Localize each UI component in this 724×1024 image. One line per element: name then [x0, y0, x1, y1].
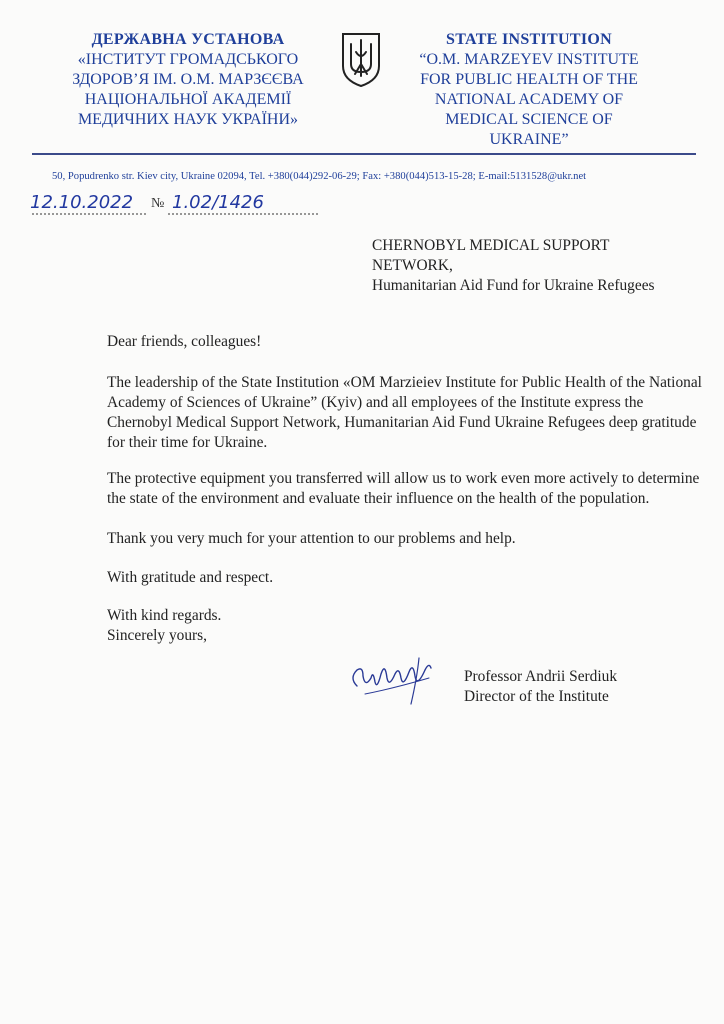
reference-line: [30, 192, 330, 218]
institution-name-en-4: MEDICAL SCIENCE OF: [445, 111, 613, 128]
recipient-block: [372, 236, 702, 296]
paragraph-1: The leadership of the State Institution «OM Marzieiev Institute for Public Health of the National Academy of Sciences of Ukraine” (Kyiv) and all employees of the Institute express the Chernobyl Medical Support Network, Humanitarian Aid Fund Ukraine Refugees deep gratitude for their time for Ukraine.: [107, 374, 702, 451]
trident-icon: [339, 30, 383, 88]
institution-name-ua-4: МЕДИЧНИХ НАУК УКРАЇНИ»: [77, 111, 299, 128]
institution-name-en-1: “O.M. MARZEYEV INSTITUTE: [419, 51, 639, 68]
regards-line: With kind regards.: [107, 607, 222, 624]
recipient-line-2: NETWORK,: [372, 257, 453, 274]
signature-icon: [345, 648, 445, 708]
institution-name-en-3: NATIONAL ACADEMY OF: [434, 91, 624, 108]
institution-name-ua-1: «ІНСТИТУТ ГРОМАДСЬКОГО: [77, 51, 299, 68]
header-divider: [32, 153, 696, 155]
ref-number-label: №: [151, 196, 165, 211]
institution-name-en-2: FOR PUBLIC HEALTH OF THE: [420, 71, 638, 88]
institution-name-ua-2: ЗДОРОВ’Я ІМ. О.М. МАРЗЄЄВА: [72, 71, 304, 88]
institution-name-ua-3: НАЦІОНАЛЬНОЇ АКАДЕМІЇ: [84, 91, 292, 108]
signatory-block: [464, 667, 704, 707]
gratitude-line: With gratitude and respect.: [107, 569, 274, 586]
institution-type-ua: ДЕРЖАВНА УСТАНОВА: [91, 31, 285, 48]
institution-name-en-5: UKRAINE”: [489, 131, 569, 148]
ref-date: 12.10.2022: [30, 192, 134, 213]
recipient-line-1: CHERNOBYL MEDICAL SUPPORT: [372, 237, 610, 254]
paragraph-3: Thank you very much for your attention to our problems and help.: [107, 530, 516, 547]
paragraph-2: The protective equipment you transferred will allow us to work even more actively to determine the state of the environment and evaluate their influence on the health of the population.: [107, 470, 700, 507]
recipient-line-3: Humanitarian Aid Fund for Ukraine Refugees: [372, 277, 655, 294]
closing-line: Sincerely yours,: [107, 627, 208, 644]
ref-underline: [30, 212, 330, 216]
signatory-title: Director of the Institute: [464, 688, 609, 705]
ref-number: 1.02/1426: [172, 192, 264, 213]
letterhead-english: [404, 30, 654, 150]
signatory-name: Professor Andrii Serdiuk: [464, 668, 618, 685]
address-line: 50, Popudrenko str. Kiev city, Ukraine 02094, Tel. +380(044)292-06-29; Fax: +380(044)513-15-28; E-mail:5131528@ukr.net: [52, 171, 587, 182]
letterhead-ukrainian: [48, 30, 328, 130]
institution-type-en: STATE INSTITUTION: [446, 31, 612, 48]
salutation: Dear friends, colleagues!: [107, 333, 262, 350]
